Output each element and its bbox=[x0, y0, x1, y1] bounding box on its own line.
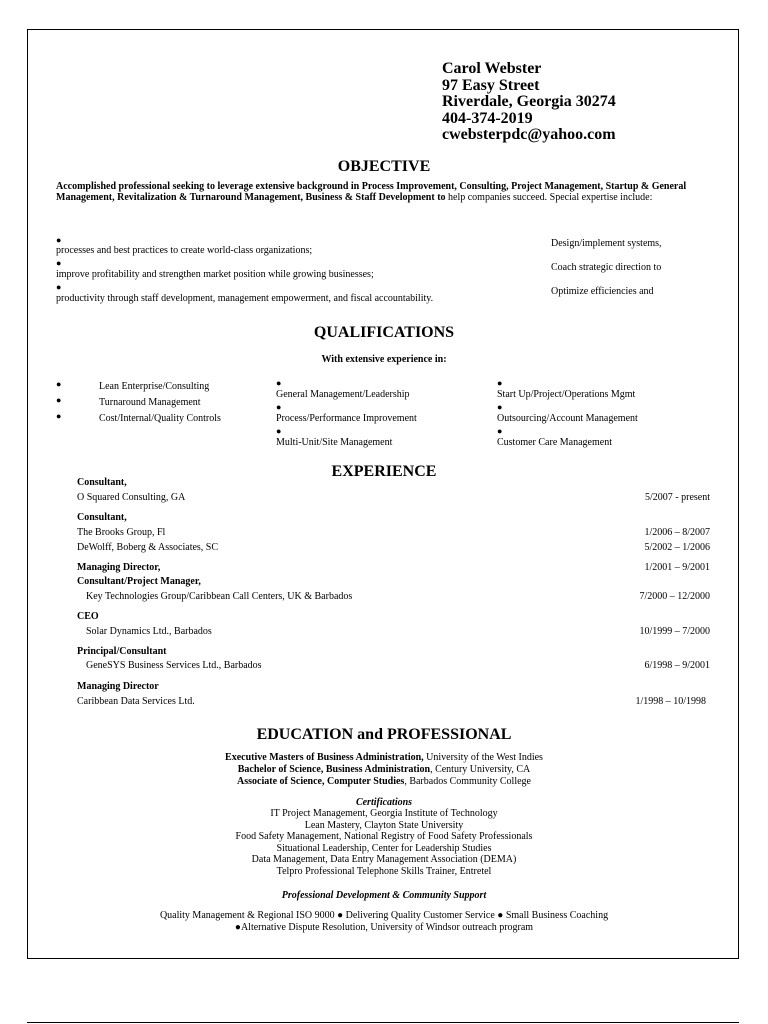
pd-line: ●Alternative Dispute Resolution, University of Windsor outreach program bbox=[234, 922, 534, 933]
qualification-item: Turnaround Management bbox=[99, 397, 201, 408]
bullet-icon: ● bbox=[276, 426, 282, 436]
resume-page bbox=[27, 29, 739, 959]
degree-school: , Barbados Community College bbox=[404, 776, 531, 787]
bullet-icon: ● bbox=[56, 379, 62, 389]
degree-name: Associate of Science, Computer Studies bbox=[237, 776, 405, 787]
job-company: The Brooks Group, Fl bbox=[77, 527, 166, 538]
qualification-item: Start Up/Project/Operations Mgmt bbox=[497, 389, 636, 400]
bullet-icon: ● bbox=[497, 378, 503, 388]
objective-bullet-2: improve profitability and strengthen market position while growing businesses; bbox=[56, 269, 374, 280]
certification-item: Lean Mastery, Clayton State University bbox=[304, 819, 464, 831]
degree-line bbox=[28, 752, 740, 764]
job-dates: 5/2007 - present bbox=[645, 492, 710, 503]
job-title: Consultant/Project Manager, bbox=[77, 576, 201, 587]
certification-item: Data Management, Data Entry Management Association (DEMA) bbox=[251, 854, 517, 865]
objective-bold: Accomplished professional seeking to leverage extensive background in Process Improvement, Consulting, Project Management, Startup & General Management, Revitalization & Turnaround Management, Business & Staff Development to bbox=[56, 181, 687, 203]
job-dates: 7/2000 – 12/2000 bbox=[639, 591, 710, 602]
pd-line: Quality Management & Regional ISO 9000 ● Delivering Quality Customer Service ● Small Business Coaching bbox=[159, 910, 609, 921]
job-company: Solar Dynamics Ltd., Barbados bbox=[86, 626, 212, 637]
objective-rest: help companies succeed. Special expertise include: bbox=[445, 191, 653, 203]
certification-item: IT Project Management, Georgia Institute of Technology bbox=[270, 808, 498, 819]
certifications-list bbox=[28, 808, 740, 877]
job-company: O Squared Consulting, GA bbox=[77, 492, 186, 503]
job-title: Managing Director, bbox=[77, 562, 161, 573]
street-address: 97 Easy Street bbox=[442, 76, 540, 94]
objective-heading: OBJECTIVE bbox=[337, 158, 431, 175]
experience-heading: EXPERIENCE bbox=[331, 463, 437, 480]
job-dates: 1/2006 – 8/2007 bbox=[644, 527, 710, 538]
certification-item: Situational Leadership, Center for Leadership Studies bbox=[276, 842, 492, 854]
qualification-item: Lean Enterprise/Consulting bbox=[99, 381, 210, 392]
job-company: DeWolff, Boberg & Associates, SC bbox=[77, 542, 219, 553]
job-title: Consultant, bbox=[77, 512, 127, 523]
certification-item: Telpro Professional Telephone Skills Trainer, Entretel bbox=[276, 865, 492, 877]
page-divider bbox=[27, 1022, 739, 1023]
degree-name: Bachelor of Science, Business Administration bbox=[237, 764, 431, 775]
pd-heading: Professional Development & Community Support bbox=[281, 890, 487, 901]
degree-school: University of the West Indies bbox=[423, 752, 543, 763]
objective-bullet-3: productivity through staff development, management empowerment, and fiscal accountability. bbox=[56, 293, 434, 304]
objective-bullet-1: processes and best practices to create world-class organizations; bbox=[56, 245, 313, 256]
job-title: Principal/Consultant bbox=[77, 646, 167, 657]
contact-block bbox=[442, 61, 616, 144]
city-address: Riverdale, Georgia 30274 bbox=[442, 93, 616, 110]
bullet-icon: ● bbox=[56, 235, 62, 245]
certifications-heading: Certifications bbox=[355, 797, 413, 808]
bullet-icon: ● bbox=[56, 411, 62, 421]
job-title: Managing Director bbox=[77, 681, 159, 692]
qualification-item: Multi-Unit/Site Management bbox=[276, 437, 393, 448]
objective-text bbox=[56, 182, 716, 203]
candidate-name: Carol Webster bbox=[442, 60, 542, 77]
bullet-icon: ● bbox=[497, 402, 503, 412]
objective-bullet-1-right: Design/implement systems, bbox=[551, 238, 662, 249]
job-company: Key Technologies Group/Caribbean Call Centers, UK & Barbados bbox=[86, 591, 353, 602]
education-heading: EDUCATION and PROFESSIONAL bbox=[256, 726, 512, 743]
bullet-icon: ● bbox=[56, 282, 62, 292]
job-company: Caribbean Data Services Ltd. bbox=[77, 696, 195, 707]
qualifications-subheading: With extensive experience in: bbox=[321, 354, 447, 365]
job-dates: 1/1998 – 10/1998 bbox=[635, 696, 706, 707]
certification-item: Food Safety Management, National Registry of Food Safety Professionals bbox=[235, 831, 533, 842]
job-dates: 5/2002 – 1/2006 bbox=[644, 542, 710, 553]
job-dates: 1/2001 – 9/2001 bbox=[644, 562, 710, 573]
qualification-item: General Management/Leadership bbox=[276, 389, 410, 400]
phone-number: 404-374-2019 bbox=[442, 109, 533, 127]
job-dates: 10/1999 – 7/2000 bbox=[639, 626, 710, 637]
job-title: Consultant, bbox=[77, 477, 127, 488]
bullet-icon: ● bbox=[276, 378, 282, 388]
degree-line bbox=[28, 764, 740, 776]
qualification-item: Outsourcing/Account Management bbox=[497, 413, 638, 424]
degree-line bbox=[28, 776, 740, 788]
objective-bullet-2-right: Coach strategic direction to bbox=[551, 262, 662, 273]
bullet-icon: ● bbox=[56, 258, 62, 268]
job-dates: 6/1998 – 9/2001 bbox=[644, 660, 710, 671]
job-company: GeneSYS Business Services Ltd., Barbados bbox=[86, 660, 262, 671]
bullet-icon: ● bbox=[276, 402, 282, 412]
job-title: CEO bbox=[77, 611, 99, 622]
bullet-icon: ● bbox=[56, 395, 62, 405]
degree-school: , Century University, CA bbox=[430, 764, 531, 775]
qualification-item: Process/Performance Improvement bbox=[276, 413, 417, 424]
bullet-icon: ● bbox=[497, 426, 503, 436]
objective-bullet-3-right: Optimize efficiencies and bbox=[551, 286, 654, 297]
qualification-item: Customer Care Management bbox=[497, 437, 612, 448]
qualifications-heading: QUALIFICATIONS bbox=[313, 324, 455, 341]
degree-name: Executive Masters of Business Administration, bbox=[225, 752, 424, 763]
qualification-item: Cost/Internal/Quality Controls bbox=[99, 413, 221, 424]
email-address: cwebsterpdc@yahoo.com bbox=[442, 126, 616, 143]
